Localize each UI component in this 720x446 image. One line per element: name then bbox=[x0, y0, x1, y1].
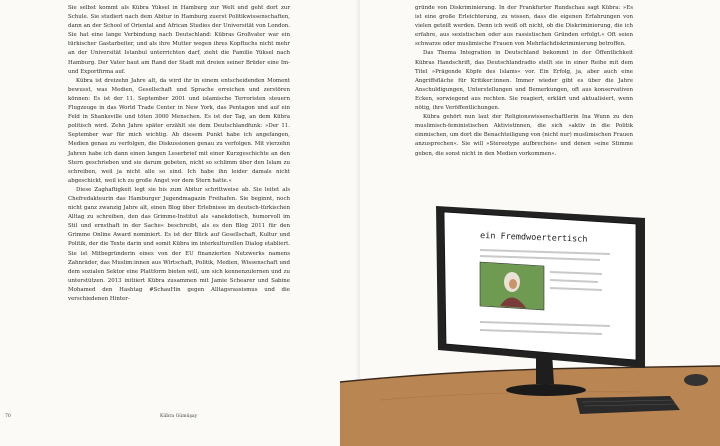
page-number: 70 bbox=[5, 414, 11, 419]
screen-photo bbox=[480, 262, 544, 310]
paragraph: Das Thema Integration in Deutschland bekommt in der Öffentlichkeit Kübras Handschrift, das Deutschlandradio stellt sie in einer Reihe mit dem Titel »Prägende Köpfe des Islams« vor. Ein Erfolg, ja, aber auch eine Angriffsfläche für Kritiker:innen. Immer wieder gibt es über die Jahre Anschuldigungen, Unterstellungen und Bemerkungen, oft aus konservativen Ecken, sorwiegend aus rechten. Sie reagiert, erklärt und aktualisiert, wenn nötig, ihre Veröffentlichungen. bbox=[415, 50, 633, 112]
screen-headline: ein Fremdwoertertisch bbox=[479, 231, 588, 245]
paragraph: Sie selbst kommt als Kübra Yüksel in Hamburg zur Welt und geht dort zur Schule. Sie studiert nach dem Abitur in Hamburg zuerst Politikwissenschaften, dann an der School of Oriental and African Studies der Universität von London. Sie hat eine lange Verbindung nach Deutschland: Kübras Großvater war ein türkischer Gastarbeiter, und als ihre Mutter wegen ihres Kopftuchs nicht mehr an der Universität Istanbul unterrichten darf, zieht die Familie Yüksel nach Hamburg. Der Vater baut am Rand der Stadt mit dreien seiner Brüder eine Im- und Exportfirma auf. bbox=[68, 5, 290, 75]
right-text-column bbox=[415, 4, 633, 159]
computer-illustration bbox=[340, 200, 720, 446]
monitor-stand bbox=[536, 352, 554, 384]
computer-mouse bbox=[684, 374, 708, 386]
left-text-column bbox=[68, 4, 290, 304]
paragraph: Kübra ist dreizehn Jahre alt, da wird ihr in einem entscheidenden Moment bewusst, was Medien, Gesellschaft und Sprache erreichen und zerstören können: Es ist der 11. September 2001 und islamische Terroristen steuern Flugzeuge in das World Trade Center in New York, das Pentagon und auf ein Feld in Shanksville und töten 3000 Menschen. Es ist der Tag, an dem Kübra politisch wird. Zehn Jahre später erzählt sie dem Deutschlandfunk: »Der 11. September war für mich wichtig. Ab diesem Punkt habe ich angefangen, Medien genau zu verfolgen, die Diskussionen genau zu verfolgen. Mit vierzehn Jahren habe ich dann einen langen Leserbrief mit einer Kurzgeschichte an den Stern geschrieben und sie darum gebeten, nicht so schlimm über den Islam zu schreiben, weil ja nicht alle so sind. Ich habe ihn leider damals nicht abgeschickt, weil ich zu große Angst vor dem Stern hatte.« bbox=[68, 77, 290, 184]
running-footer-author: Kübra Gümüşay bbox=[160, 414, 198, 419]
paragraph: Diese Zaghaftigkeit legt sie bis zum Abitur schrittweise ab. Sie leitet als Chefredakteurin das Hamburger Jugendmagazin Freihafen. Sie beginnt, noch nicht ganz zwanzig Jahre alt, einen Blog über Erlebnisse im deutsch-türkischen Alltag zu schreiben, den das Grimme-Institut als »anekdotisch, humorvoll im Stil und ernsthaft in der Sache« beschreibt, als es den Blog 2011 für den Grimme Online Award nominiert. Es ist der Blick auf Gesellschaft, Kultur und Politik, der die Texte darin und somit Kübra im interkulturellen Dialog etabliert. Sie ist Mitbegründerin eines von der EU finanzierten Netzwerks namens Zahnräder, das Muslim:innen aus Wirtschaft, Politik, Medien, Wissenschaft und dem sozialen Sektor eine Plattform bieten will, um sich kennenzulernen und zu unterstützen. 2013 initiiert Kübra zusammen mit Jamie Schearer und Sabine Mohamed den Hashtag #SchauHin gegen Alltagsrassismus und die verschiedenen Hinter- bbox=[68, 186, 290, 302]
paragraph: Kübra gehört nun laut der Religionswissenschaftlerin Ina Wunn zu den muslimisch-feministischen Aktivistinnen, die sich »aktiv in die Politik einmischen, um dort die Benachteiligung von (nicht nur) muslimischen Frauen anzusprechen«. Sie will »Stereotype aufbrechen« und denen »eine Stimme geben, die sonst nicht in den Medien vorkommen«. bbox=[415, 114, 633, 157]
paragraph: gründe von Diskriminierung. In der Frankfurter Rundschau sagt Kübra: »Es ist eine große Erleichterung, zu wissen, dass die eigenen Erfahrungen von vielen geteilt werden. Denn ich weiß oft nicht, ob die Diskriminierung, die ich erfahre, aus sexistischen oder aus rassistischen Gründen erfolgt.« Oft seien schwarze oder muslimische Frauen von Mehrfachdiskriminierung betroffen. bbox=[415, 5, 633, 48]
